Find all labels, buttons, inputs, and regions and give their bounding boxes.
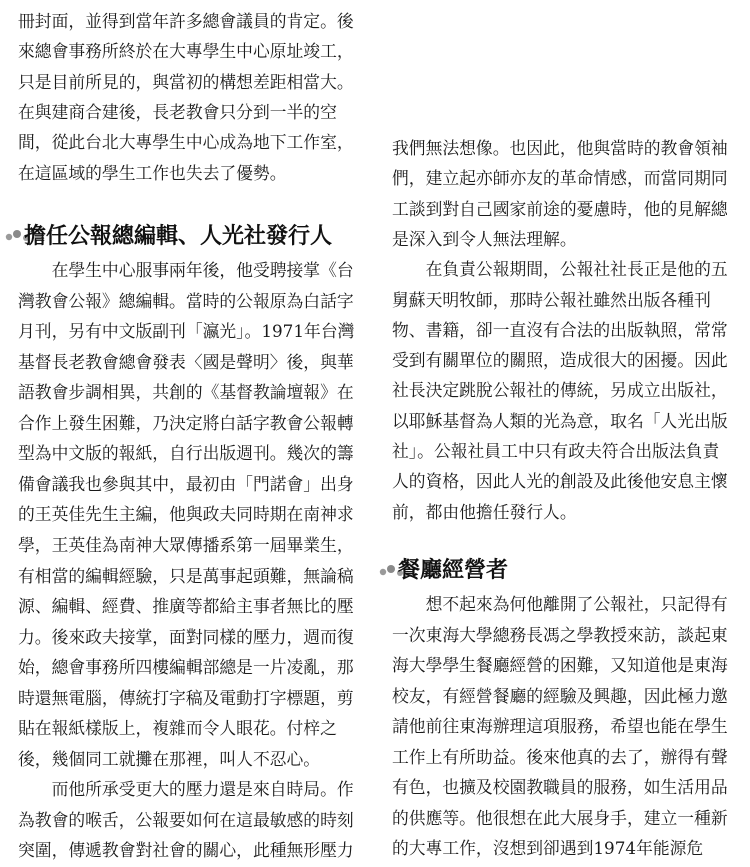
text-line: 合作上發生困難，乃決定將白話字教會公報轉 — [18, 412, 354, 433]
text-line: 在負責公報期間，公報社社長正是他的五 — [392, 259, 728, 280]
text-line: 始，總會事務所四樓編輯部總是一片凌亂，那 — [18, 657, 354, 678]
text-line: 來總會事務所終於在大專學生中心原址竣工， — [18, 41, 354, 62]
text-line: 我們無法想像。也因此，他與當時的教會領袖 — [392, 138, 728, 158]
text-line: 人的資格，因此人光的創設及此後他安息主懷 — [392, 471, 728, 492]
text-line: 後，幾個同工就攤在那裡，叫人不忍心。 — [18, 748, 321, 769]
text-line: 工作上有所助益。後來他真的去了，辦得有聲 — [392, 746, 728, 767]
text-line: 備會議我也參與其中，最初由「門諾會」出身 — [18, 473, 354, 494]
text-line: 的供應等。他很想在此大展身手，建立一種新 — [392, 807, 728, 828]
text-line: 校友，有經營餐廳的經驗及興趣，因此極力邀 — [392, 685, 728, 706]
text-line: 舅蘇天明牧師，那時公報社雖然出版各種刊 — [392, 289, 711, 310]
text-line: 物、書籍，卻一直沒有合法的出版執照，常常 — [392, 319, 728, 340]
text-line: 間，從此台北大專學生中心成為地下工作室， — [18, 132, 354, 153]
text-line: 突圍，傳遞教會對社會的關心，此種無形壓力 — [18, 840, 354, 861]
text-line: 語教會步調相異，共創的《基督教論壇報》在 — [18, 382, 354, 403]
text-line: 的大專工作，沒想到卻遇到1974年能源危 — [392, 838, 704, 858]
text-line: 請他前往東海辦理這項服務，希望也能在學生 — [392, 716, 728, 736]
text-line: 的王英佳先生主編，他與政夫同時期在南神求 — [18, 504, 354, 525]
text-line: 月刊，另有中文版副刊「瀛光」。1971年台灣 — [18, 321, 355, 342]
text-line: 而他所承受更大的壓力還是來自時局。作 — [18, 779, 354, 800]
text-line: 以耶穌基督為人類的光為意，取名「人光出版 — [392, 410, 728, 431]
text-line: 型為中文版的報紙，自行出版週刊。幾次的籌 — [18, 443, 354, 464]
text-line: 灣教會公報》總編輯。當時的公報原為白話字 — [18, 290, 354, 311]
text-line: 力。後來政夫接掌，面對同樣的壓力，週而復 — [18, 626, 354, 647]
text-line: 源、編輯、經費、推廣等都給主事者無比的壓 — [18, 596, 354, 617]
text-line: 在學生中心服事兩年後，他受聘接掌《台 — [18, 260, 354, 280]
text-line: 在與建商合建後，長老教會只分到一半的空 — [18, 101, 337, 122]
text-line: 有色，也擴及校園教職員的服務，如生活用品 — [392, 777, 728, 797]
text-line: 工談到對自己國家前途的憂慮時，他的見解總 — [392, 198, 728, 219]
text-line: 前，都由他擔任發行人。 — [392, 501, 577, 522]
text-line: 是深入到令人無法理解。 — [392, 228, 577, 249]
text-line: 海大學學生餐廳經營的困難，又知道他是東海 — [392, 655, 728, 675]
text-line: 社長決定跳脫公報社的傳統，另成立出版社， — [392, 380, 728, 401]
text-line: 一次東海大學總務長馮之學教授來訪，談起東 — [392, 624, 728, 645]
text-line: 基督長老教會總會發表〈國是聲明〉後，與華 — [18, 351, 354, 372]
text-line: 想不起來為何他離開了公報社，只記得有 — [392, 594, 728, 614]
text-line: 社」。公報社員工中只有政夫符合出版法負責 — [392, 441, 720, 461]
text-line: 有相當的編輯經驗，只是萬事起頭難，無論稿 — [18, 565, 354, 586]
text-line: 為教會的喉舌，公報要如何在這最敏感的時刻 — [18, 809, 354, 830]
text-line: 貼在報紙樣版上，複雜而令人眼花。付梓之 — [18, 718, 337, 739]
text-line: 時還無電腦，傳統打字稿及電動打字標題，剪 — [18, 687, 354, 708]
text-line: 冊封面，並得到當年許多總會議員的肯定。後 — [18, 11, 354, 31]
text-line: 們，建立起亦師亦友的革命情感，而當同期同 — [392, 168, 728, 189]
section-heading-editor: 擔任公報總編輯、人光社發行人 — [24, 224, 333, 249]
text-line: 學，王英佳為南神大眾傳播系第一屆畢業生， — [18, 534, 354, 555]
text-line: 只是目前所見的，與當初的構想差距相當大。 — [18, 71, 354, 92]
text-line: 受到有關單位的關照，造成很大的困擾。因此 — [392, 350, 728, 371]
section-heading-restaurant: 餐廳經營者 — [398, 558, 509, 583]
text-line: 在這區域的學生工作也失去了優勢。 — [18, 162, 287, 183]
